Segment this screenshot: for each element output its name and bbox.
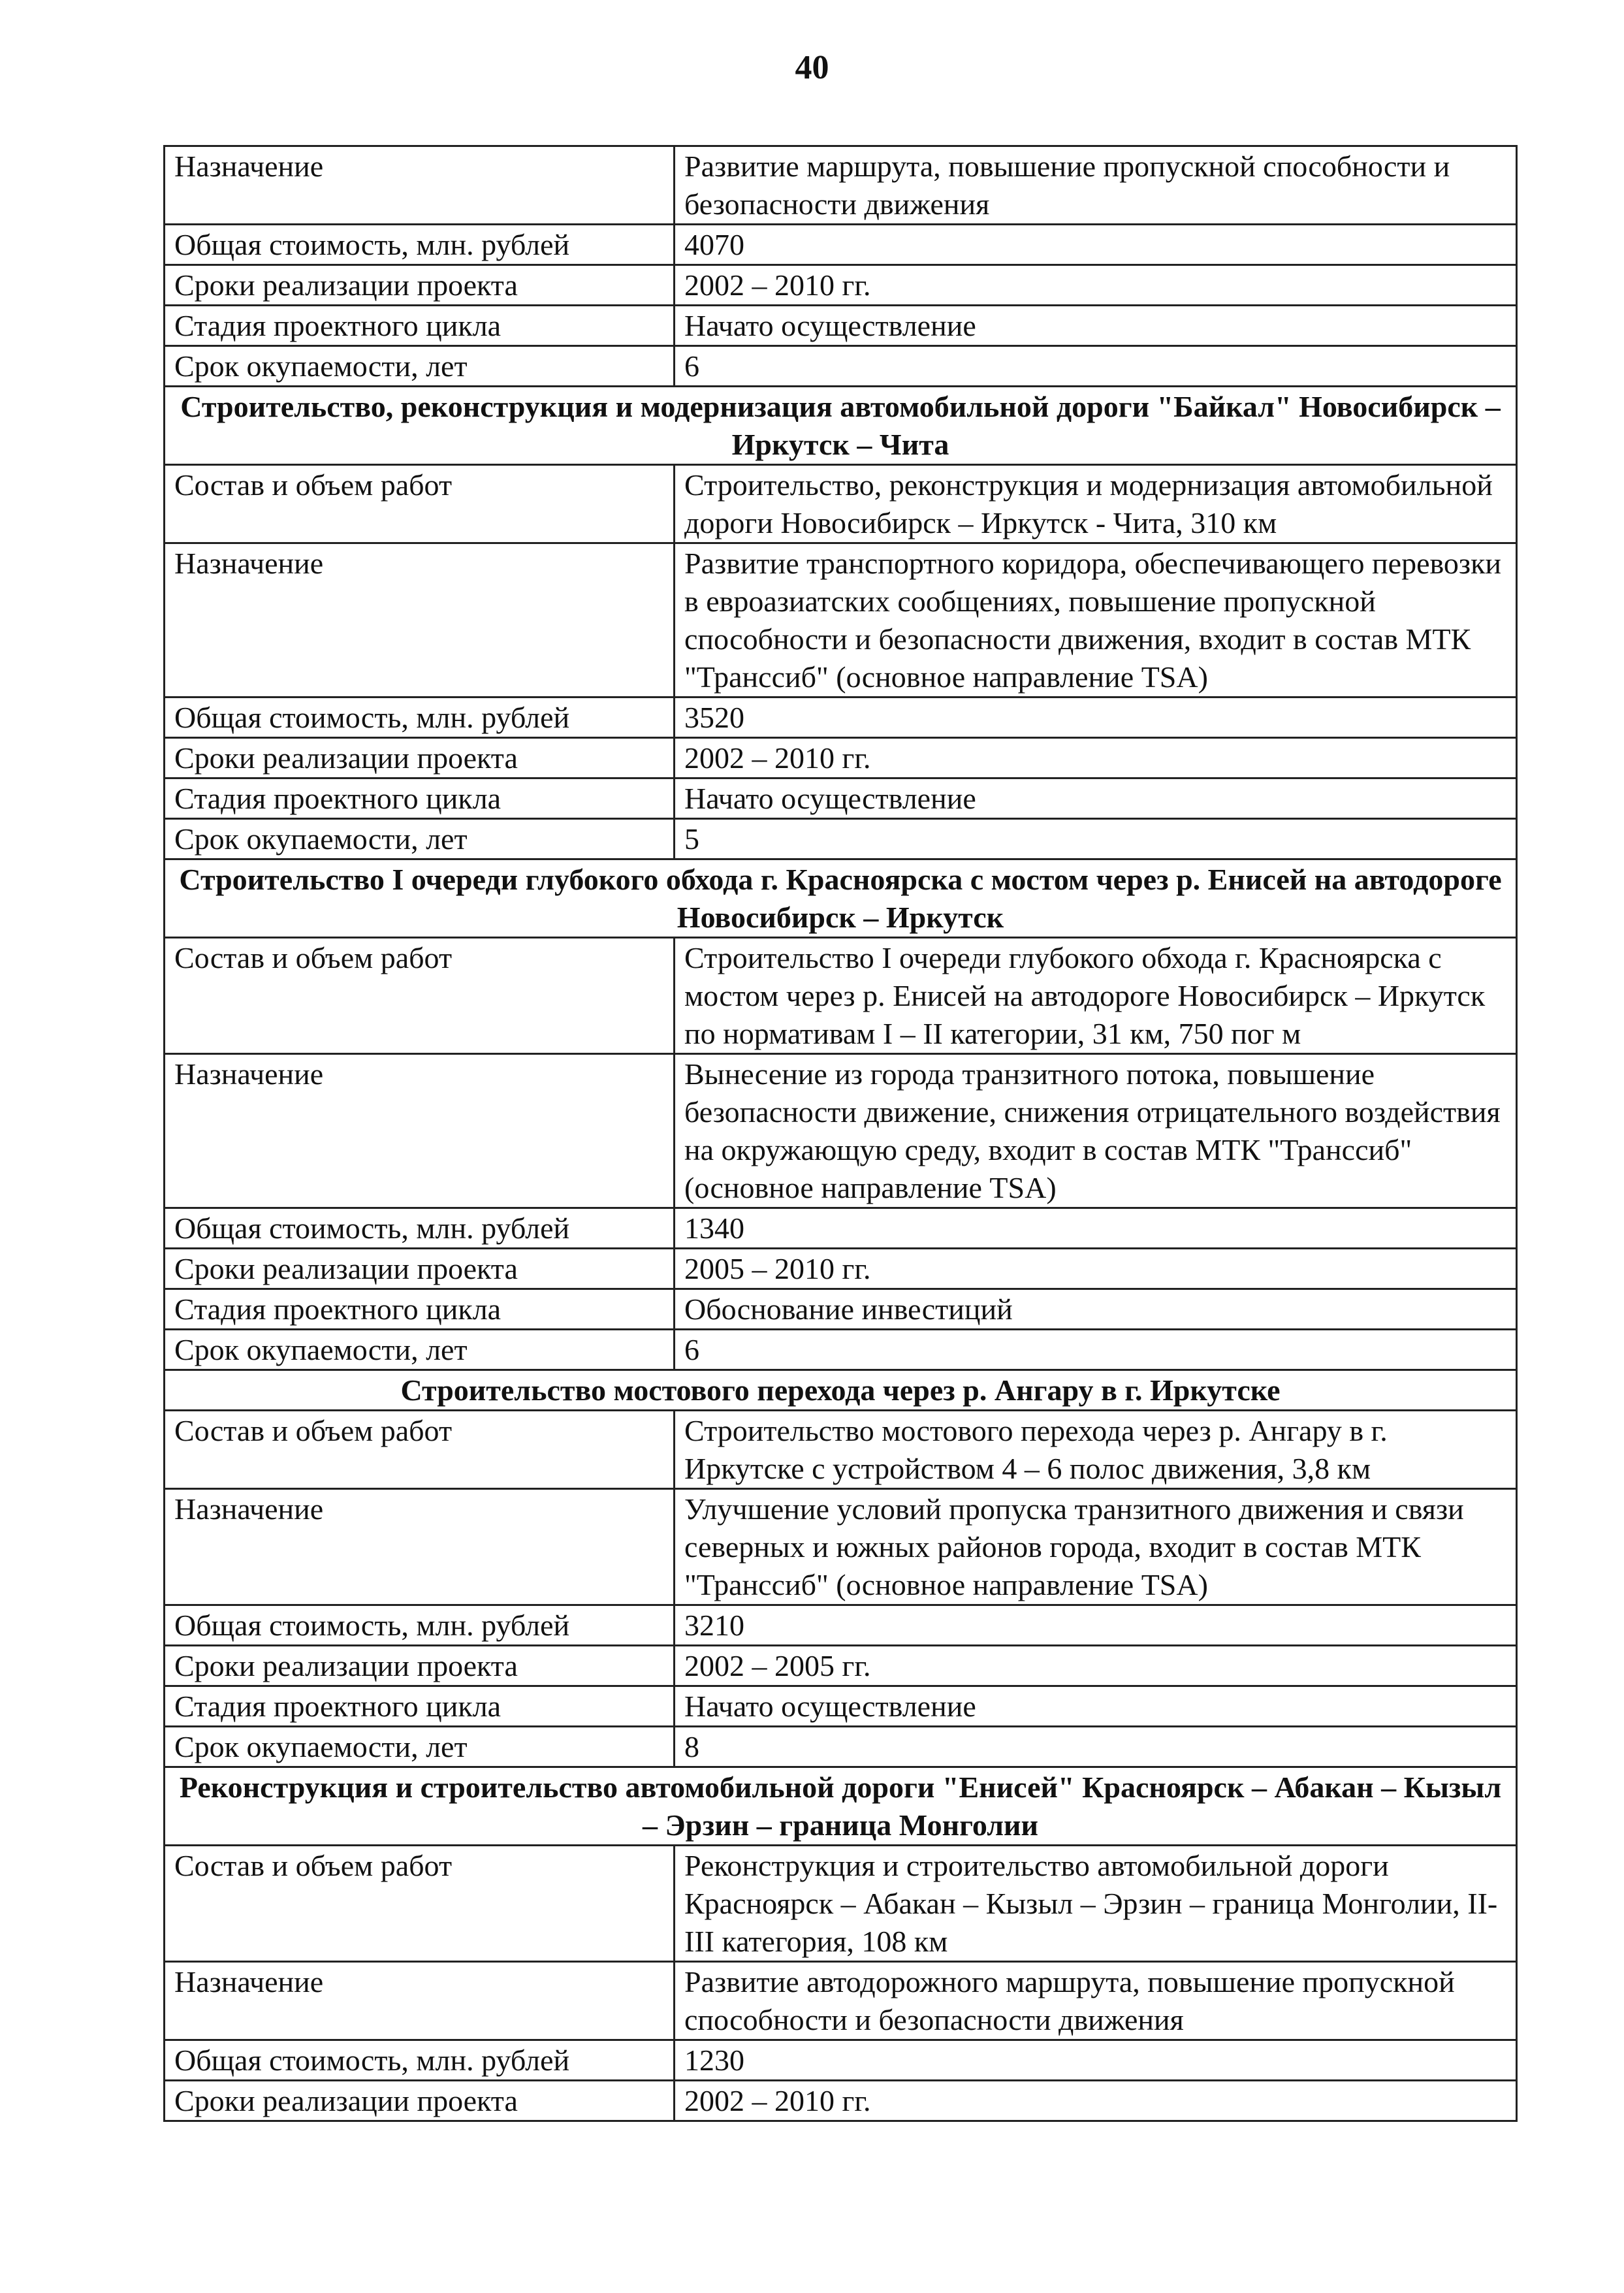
table-row xyxy=(165,738,1517,778)
row-value: Обоснование инвестиций xyxy=(675,1289,1517,1330)
row-label: Общая стоимость, млн. рублей xyxy=(165,1208,675,1249)
row-label: Назначение xyxy=(165,1489,675,1605)
row-value: Строительство I очереди глубокого обхода г. Красноярска с мостом через р. Енисей на автодороге Новосибирск – Иркутск по нормативам I – II категории, 31 км, 750 пог м xyxy=(675,938,1517,1054)
row-label: Стадия проектного цикла xyxy=(165,778,675,819)
table-row xyxy=(165,819,1517,859)
row-value: Реконструкция и строительство автомобильной дороги Красноярск – Абакан – Кызыл – Эрзин – граница Монголии, II-III категория, 108 км xyxy=(675,1846,1517,1962)
row-label: Состав и объем работ xyxy=(165,465,675,543)
table-row xyxy=(165,1605,1517,1646)
table-row xyxy=(165,1686,1517,1727)
table-row xyxy=(165,1289,1517,1330)
row-label: Состав и объем работ xyxy=(165,938,675,1054)
row-value: 4070 xyxy=(675,225,1517,265)
row-value: 3520 xyxy=(675,698,1517,738)
row-value: 3210 xyxy=(675,1605,1517,1646)
row-label: Состав и объем работ xyxy=(165,1411,675,1489)
table-row xyxy=(165,1330,1517,1370)
row-label: Сроки реализации проекта xyxy=(165,265,675,306)
row-value: 1230 xyxy=(675,2040,1517,2081)
table-row xyxy=(165,2040,1517,2081)
row-value: Развитие транспортного коридора, обеспечивающего перевозки в евроазиатских сообщениях, повышение пропускной способности и безопасности движения, входит в состав МТК "Транссиб" (основное направление TSA) xyxy=(675,543,1517,698)
row-label: Сроки реализации проекта xyxy=(165,1646,675,1686)
table-row xyxy=(165,1489,1517,1605)
section-title: Реконструкция и строительство автомобильной дороги "Енисей" Красноярск – Абакан – Кызыл – Эрзин – граница Монголии xyxy=(165,1767,1517,1846)
row-value: 6 xyxy=(675,346,1517,387)
section-header-row xyxy=(165,387,1517,465)
row-label: Назначение xyxy=(165,1054,675,1208)
table-row xyxy=(165,938,1517,1054)
row-label: Срок окупаемости, лет xyxy=(165,346,675,387)
table-row xyxy=(165,1208,1517,1249)
table-row xyxy=(165,225,1517,265)
table-row xyxy=(165,1962,1517,2040)
projects-table-body xyxy=(165,146,1517,2121)
section-header-row xyxy=(165,859,1517,938)
table-row xyxy=(165,698,1517,738)
row-value: 1340 xyxy=(675,1208,1517,1249)
row-value: Строительство, реконструкция и модернизация автомобильной дороги Новосибирск – Иркутск - Чита, 310 км xyxy=(675,465,1517,543)
table-row xyxy=(165,346,1517,387)
table-row xyxy=(165,1411,1517,1489)
row-value: Начато осуществление xyxy=(675,306,1517,346)
row-label: Общая стоимость, млн. рублей xyxy=(165,2040,675,2081)
row-value: Строительство мостового перехода через р. Ангару в г. Иркутске с устройством 4 – 6 полос движения, 3,8 км xyxy=(675,1411,1517,1489)
row-value: Начато осуществление xyxy=(675,1686,1517,1727)
row-label: Сроки реализации проекта xyxy=(165,2081,675,2121)
row-label: Состав и объем работ xyxy=(165,1846,675,1962)
row-label: Назначение xyxy=(165,543,675,698)
row-label: Срок окупаемости, лет xyxy=(165,1330,675,1370)
table-row xyxy=(165,306,1517,346)
row-label: Срок окупаемости, лет xyxy=(165,1727,675,1767)
row-value: Развитие маршрута, повышение пропускной способности и безопасности движения xyxy=(675,146,1517,225)
row-value: 2005 – 2010 гг. xyxy=(675,1249,1517,1289)
row-label: Назначение xyxy=(165,1962,675,2040)
table-row xyxy=(165,1727,1517,1767)
row-value: 2002 – 2010 гг. xyxy=(675,738,1517,778)
table-row xyxy=(165,265,1517,306)
row-value: 2002 – 2005 гг. xyxy=(675,1646,1517,1686)
row-label: Стадия проектного цикла xyxy=(165,1289,675,1330)
row-value: 2002 – 2010 гг. xyxy=(675,265,1517,306)
section-header-row xyxy=(165,1370,1517,1411)
section-title: Строительство, реконструкция и модернизация автомобильной дороги "Байкал" Новосибирск – Иркутск – Чита xyxy=(165,387,1517,465)
projects-table xyxy=(163,145,1518,2122)
table-row xyxy=(165,2081,1517,2121)
row-value: 2002 – 2010 гг. xyxy=(675,2081,1517,2121)
row-label: Общая стоимость, млн. рублей xyxy=(165,1605,675,1646)
section-title: Строительство I очереди глубокого обхода г. Красноярска с мостом через р. Енисей на автодороге Новосибирск – Иркутск xyxy=(165,859,1517,938)
row-value: 5 xyxy=(675,819,1517,859)
table-row xyxy=(165,543,1517,698)
table-row xyxy=(165,146,1517,225)
table-row xyxy=(165,1054,1517,1208)
row-value: 6 xyxy=(675,1330,1517,1370)
table-row xyxy=(165,1846,1517,1962)
row-label: Сроки реализации проекта xyxy=(165,1249,675,1289)
row-value: 8 xyxy=(675,1727,1517,1767)
row-label: Стадия проектного цикла xyxy=(165,1686,675,1727)
row-label: Стадия проектного цикла xyxy=(165,306,675,346)
row-label: Общая стоимость, млн. рублей xyxy=(165,225,675,265)
row-value: Улучшение условий пропуска транзитного движения и связи северных и южных районов города, входит в состав МТК "Транссиб" (основное направление TSA) xyxy=(675,1489,1517,1605)
page-number: 40 xyxy=(795,49,829,86)
row-value: Развитие автодорожного маршрута, повышение пропускной способности и безопасности движения xyxy=(675,1962,1517,2040)
row-label: Общая стоимость, млн. рублей xyxy=(165,698,675,738)
row-label: Назначение xyxy=(165,146,675,225)
section-header-row xyxy=(165,1767,1517,1846)
row-label: Сроки реализации проекта xyxy=(165,738,675,778)
table-row xyxy=(165,1646,1517,1686)
table-row xyxy=(165,465,1517,543)
row-label: Срок окупаемости, лет xyxy=(165,819,675,859)
section-title: Строительство мостового перехода через р. Ангару в г. Иркутске xyxy=(165,1370,1517,1411)
table-row xyxy=(165,1249,1517,1289)
table-row xyxy=(165,778,1517,819)
row-value: Вынесение из города транзитного потока, повышение безопасности движение, снижения отрицательного воздействия на окружающую среду, входит в состав МТК "Транссиб" (основное направление TSA) xyxy=(675,1054,1517,1208)
row-value: Начато осуществление xyxy=(675,778,1517,819)
